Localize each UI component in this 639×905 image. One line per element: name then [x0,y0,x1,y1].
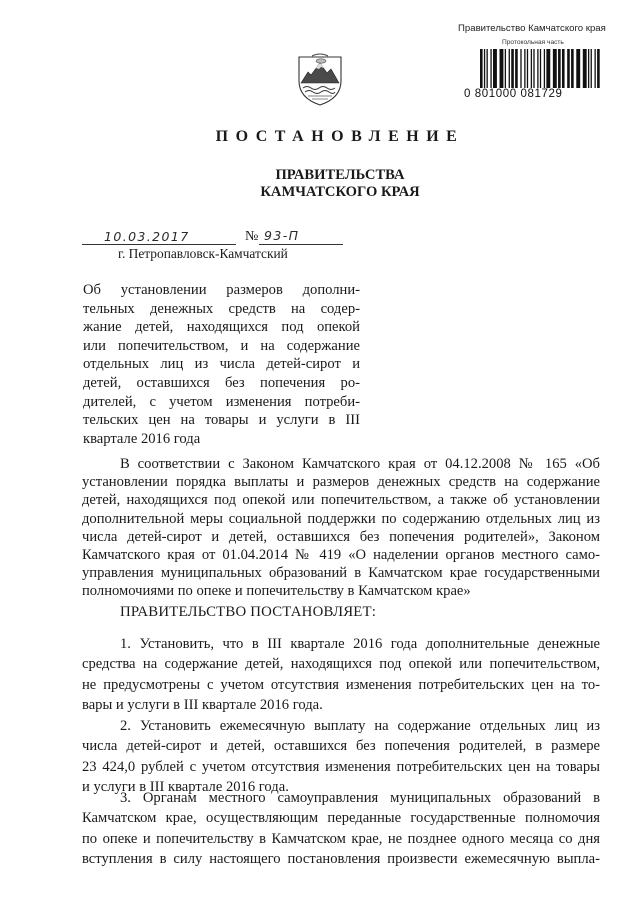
barcode-bar [484,49,485,88]
text-line: числа детей-сирот и детей, оставшихся без попечения родителей, в размере [82,738,600,755]
barcode-bar [567,49,570,88]
barcode-bar [546,49,550,88]
text-line: Камчатского края от 01.04.2014 № 419 «О наделении органов местного само- [82,546,600,563]
document-title: ПОСТАНОВЛЕНИЕ [215,128,465,145]
barcode-bar [520,49,521,88]
text-line: и услуги в III квартале 2016 года. [82,778,289,795]
text-line: по опеке и попечительству в Камчатском крае, не позднее одного месяца со дня [82,830,600,847]
barcode-bar [509,49,510,88]
text-line: вступления в силу настоящего постановления произвести ежемесячную выпла- [82,850,600,867]
barcode-bar [571,49,574,88]
barcode-bar [505,49,506,88]
text-line: дополнительной меры социальной поддержки по содержанию отдельных лиц из [82,510,600,527]
text-line: детей, находящихся под опекой или попечительством, а также об установлении [82,492,600,509]
barcode-bar [531,49,532,88]
authority-line-2: КАМЧАТСКОГО КРАЯ [260,184,420,200]
barcode-bar [515,49,518,88]
text-line: жание детей, находящихся под опекой [83,319,360,336]
barcode-bar [594,49,595,88]
text-line: тельских цен на товары и услуги в III [83,412,360,429]
text-line: средства на содержание детей, находящихся под опекой или попечительством, [82,656,600,673]
text-line: числа детей-сирот и детей, оставшихся без попечения родителей», Законом [82,528,600,545]
barcode [480,49,601,88]
barcode-bar [487,49,488,88]
text-line: 2. Установить ежемесячную выплату на содержание отдельных лиц из [120,718,600,734]
barcode-bar [533,49,534,88]
text-line: или попечительством, и на содержание [83,337,360,354]
text-line: вары и услуги в III квартале 2016 года. [82,696,323,713]
barcode-bar [480,49,483,88]
registry-section-label: Протокольная часть [502,39,564,46]
text-line: полномочиями по опеке и попечительству в Камчатском крае» [82,583,471,600]
authority-line-1: ПРАВИТЕЛЬСТВА [275,167,405,183]
barcode-bar [524,49,525,88]
document-number: 93-П [264,228,300,243]
coat-of-arms-icon [294,52,346,108]
text-line: 1. Установить, что в III квартале 2016 года дополнительные денежные [120,636,600,652]
resolution-item-2 [82,716,600,797]
barcode-number: 0 801000 081729 [464,88,563,100]
text-line: тельных денежных средств на содер- [83,300,360,317]
barcode-bar [537,49,538,88]
barcode-bar [493,49,497,88]
barcode-bar [576,49,580,88]
document-city: г. Петропавловск-Камчатский [118,246,288,261]
number-sign: № [245,229,259,244]
barcode-bar [553,49,557,88]
barcode-bar [527,49,528,88]
barcode-bar [597,49,600,88]
text-line: Камчатском крае, осуществляющим переданные государственные полномочия [82,810,600,827]
barcode-bar [490,49,491,88]
text-line: 3. Органам местного самоуправления муниципальных образований в [120,790,600,806]
text-line: управления муниципальных образований в Камчатском крае государственными [82,565,600,582]
barcode-bar [558,49,561,88]
number-underline [259,244,343,245]
text-line: детей, оставшихся без попечения ро- [83,374,360,391]
barcode-bar [540,49,541,88]
document-subject [83,281,360,448]
barcode-bar [511,49,514,88]
barcode-bar [562,49,565,88]
barcode-bar [500,49,504,88]
text-line: не предусмотрены с учетом отсутствия изменения потребительских цен на то- [82,676,600,693]
text-line: Об установлении размеров дополни- [83,282,360,298]
preamble-paragraph [82,455,600,601]
coat-of-arms-graphic [294,52,346,108]
registry-org-label: Правительство Камчатского края [458,23,606,34]
barcode-bar [588,49,589,88]
barcode-bar [591,49,592,88]
resolution-item-3 [82,788,600,869]
barcode-bar [544,49,545,88]
text-line: установлении порядка выплаты и размеров денежных средств на содержание [82,474,600,491]
barcode-bar [583,49,587,88]
resolution-item-1 [82,634,600,715]
text-line: В соответствии с Законом Камчатского края от 04.12.2008 № 165 «Об [120,456,600,472]
resolution-heading: ПРАВИТЕЛЬСТВО ПОСТАНОВЛЯЕТ: [120,604,377,620]
text-line: квартале 2016 года [83,430,201,447]
barcode-graphic [480,49,601,88]
date-underline [82,244,236,245]
text-line: дителей, с учетом изменения потреби- [83,393,360,410]
text-line: 23 424,0 рублей с учетом отсутствия изменения потребительских цен на товары [82,758,600,775]
document-date: 10.03.2017 [104,229,190,244]
text-line: отдельных лиц из числа детей-сирот и [83,356,360,373]
